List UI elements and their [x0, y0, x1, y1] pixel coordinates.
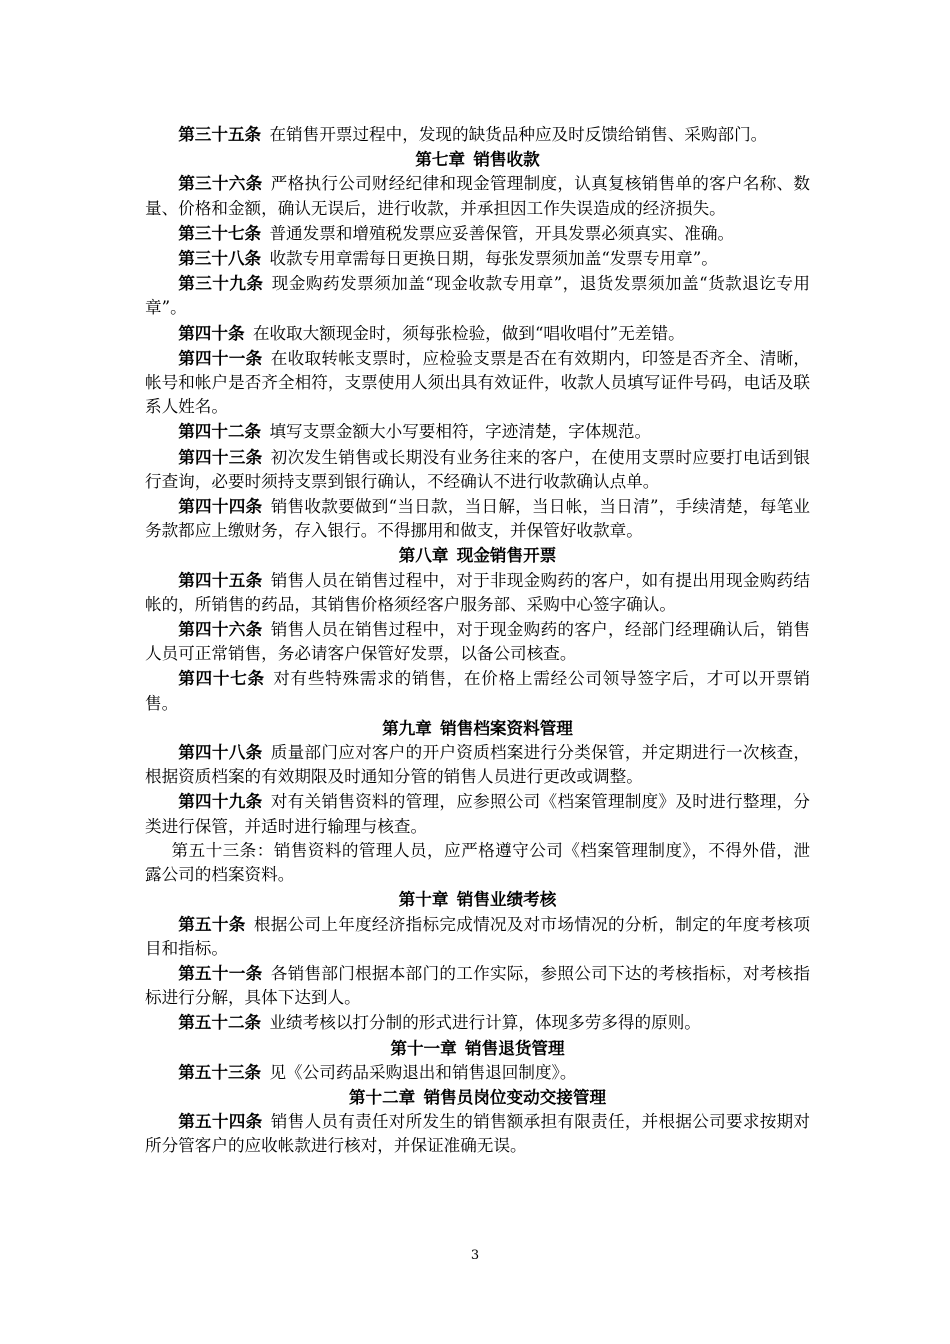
article-text: 收款专用章需每日更换日期，每张发票须加盖“发票专用章”。 — [269, 249, 718, 269]
article-number: 第五十条 — [178, 913, 246, 934]
article-paragraph — [145, 419, 810, 444]
article-text: 在收取转帐支票时，应检验支票是否在有效期内，印签是否齐全、清晰，帐号和帐户是否齐全相符，支票使用人须出具有效证件，收款人员填写证件号码，电话及联系人姓名。 — [145, 348, 811, 417]
chapter-heading — [145, 716, 810, 740]
article-paragraph — [145, 171, 810, 220]
article-text: 销售人员有责任对所发生的销售额承担有限责任，并根据公司要求按期对所分管客户的应收帐款进行核对，并保证准确无误。 — [145, 1112, 811, 1156]
article-number: 第四十四条 — [178, 496, 263, 517]
chapter-title: 销售业绩考核 — [456, 889, 557, 910]
article-text: 在收取大额现金时，须每张检验，做到“唱收唱付”无差错。 — [252, 323, 685, 343]
article-paragraph — [145, 246, 810, 271]
article-number: 第五十三条 — [178, 1061, 262, 1082]
chapter-heading — [145, 887, 810, 911]
article-number: 第五十二条 — [178, 1012, 262, 1033]
article-number: 第三十五条 — [178, 124, 262, 144]
article-number: 第三十九条 — [178, 273, 264, 294]
article-number: 第四十七条 — [178, 668, 265, 689]
chapter-title: 现金销售开票 — [456, 545, 557, 566]
article-number: 第五十一条 — [178, 962, 263, 983]
article-text: 现金购药发票须加盖“现金收款专用章”，退货发票须加盖“货款退讫专用章”。 — [145, 274, 811, 318]
article-text: 普通发票和增殖税发票应妥善保管，开具发票必须真实、准确。 — [269, 223, 735, 243]
chapter-number: 第十一章 — [390, 1037, 457, 1058]
article-paragraph — [145, 346, 810, 420]
article-paragraph — [145, 271, 810, 320]
article-text: 在销售开票过程中，发现的缺货品种应及时反馈给销售、采购部门。 — [269, 125, 768, 144]
article-paragraph — [145, 445, 810, 494]
article-paragraph — [145, 1010, 810, 1035]
article-paragraph — [145, 617, 810, 666]
article-paragraph — [145, 961, 810, 1010]
article-number: 第四十五条 — [178, 569, 263, 590]
article-text: 对有些特殊需求的销售，在价格上需经公司领导签字后，才可以开票销售。 — [145, 669, 810, 713]
article-text: 严格执行公司财经纪律和现金管理制度，认真复核销售单的客户名称、数量、价格和金额，确认无误后，进行收款，并承担因工作失误造成的经济损失。 — [145, 174, 811, 218]
article-text: 对有关销售资料的管理，应参照公司《档案管理制度》及时进行整理，分类进行保管，并适时进行输理与核查。 — [145, 792, 811, 836]
article-paragraph — [145, 912, 810, 961]
article-paragraph — [145, 740, 810, 789]
article-number: 第四十三条 — [178, 446, 263, 467]
article-paragraph — [145, 568, 810, 617]
article-number: 第三十七条 — [178, 222, 262, 243]
chapter-title: 销售退货管理 — [465, 1037, 565, 1058]
article-text: 销售人员在销售过程中，对于非现金购药的客户，如有提出用现金购药结帐的，所销售的药品，其销售价格须经客户服务部、采购中心签字确认。 — [145, 570, 811, 614]
article-number: 第四十六条 — [178, 619, 263, 640]
article-text: 见《公司药品采购退出和销售退回制度》。 — [269, 1062, 577, 1082]
article-number: 第四十条 — [178, 322, 245, 343]
article-number: 第四十九条 — [178, 791, 263, 812]
article-text: 销售收款要做到“当日款，当日解，当日帐，当日清”，手续清楚，每笔业务款都应上缴财务，存入银行。不得挪用和做支，并保管好收款章。 — [145, 497, 811, 541]
article-text: 根据公司上年度经济指标完成情况及对市场情况的分析，制定的年度考核项目和指标。 — [145, 914, 810, 958]
article-paragraph — [145, 1060, 810, 1085]
page-number: 3 — [470, 1248, 480, 1263]
paragraph-text: 第五十三条：销售资料的管理人员，应严格遵守公司《档案管理制度》，不得外借，泄露公司的档案资料。 — [145, 840, 810, 885]
document-page — [145, 122, 810, 1159]
chapter-title: 销售员岗位变动交接管理 — [423, 1086, 607, 1107]
chapter-title: 销售档案资料管理 — [440, 717, 573, 738]
chapter-number: 第十二章 — [348, 1086, 416, 1107]
chapter-heading — [145, 1085, 810, 1109]
article-number: 第三十八条 — [178, 248, 262, 269]
chapter-heading — [145, 147, 810, 171]
article-text: 销售人员在销售过程中，对于现金购药的客户，经部门经理确认后，销售人员可正常销售，务必请客户保管好发票，以备公司核查。 — [145, 620, 811, 664]
article-paragraph — [145, 321, 810, 346]
chapter-number: 第九章 — [382, 717, 432, 738]
chapter-title: 销售收款 — [473, 149, 540, 170]
article-number: 第三十六条 — [178, 173, 263, 194]
article-number: 第四十一条 — [178, 347, 263, 368]
article-paragraph — [145, 789, 810, 838]
chapter-number: 第十章 — [398, 889, 449, 910]
plain-paragraph — [145, 839, 810, 887]
article-paragraph — [145, 122, 810, 147]
article-number: 第五十四条 — [178, 1111, 263, 1132]
article-number: 第四十八条 — [178, 742, 263, 763]
article-text: 各销售部门根据本部门的工作实际，参照公司下达的考核指标，对考核指标进行分解，具体下达到人。 — [145, 963, 811, 1008]
article-paragraph — [145, 221, 810, 246]
chapter-number: 第八章 — [398, 545, 449, 566]
chapter-heading — [145, 1036, 810, 1060]
chapter-number: 第七章 — [415, 149, 466, 170]
chapter-heading — [145, 543, 810, 567]
article-text: 初次发生销售或长期没有业务往来的客户，在使用支票时应要打电话到银行查询，必要时须持支票到银行确认，不经确认不进行收款确认点单。 — [145, 447, 811, 491]
article-paragraph — [145, 1109, 810, 1158]
article-text: 质量部门应对客户的开户资质档案进行分类保管，并定期进行一次核查，根据资质档案的有效期限及时通知分管的销售人员进行更改或调整。 — [145, 743, 811, 787]
article-text: 填写支票金额大小写要相符，字迹清楚，字体规范。 — [269, 422, 652, 442]
article-text: 业绩考核以打分制的形式进行计算，体现多劳多得的原则。 — [269, 1013, 701, 1033]
article-paragraph — [145, 666, 810, 715]
article-paragraph — [145, 494, 810, 543]
article-number: 第四十二条 — [178, 421, 262, 442]
